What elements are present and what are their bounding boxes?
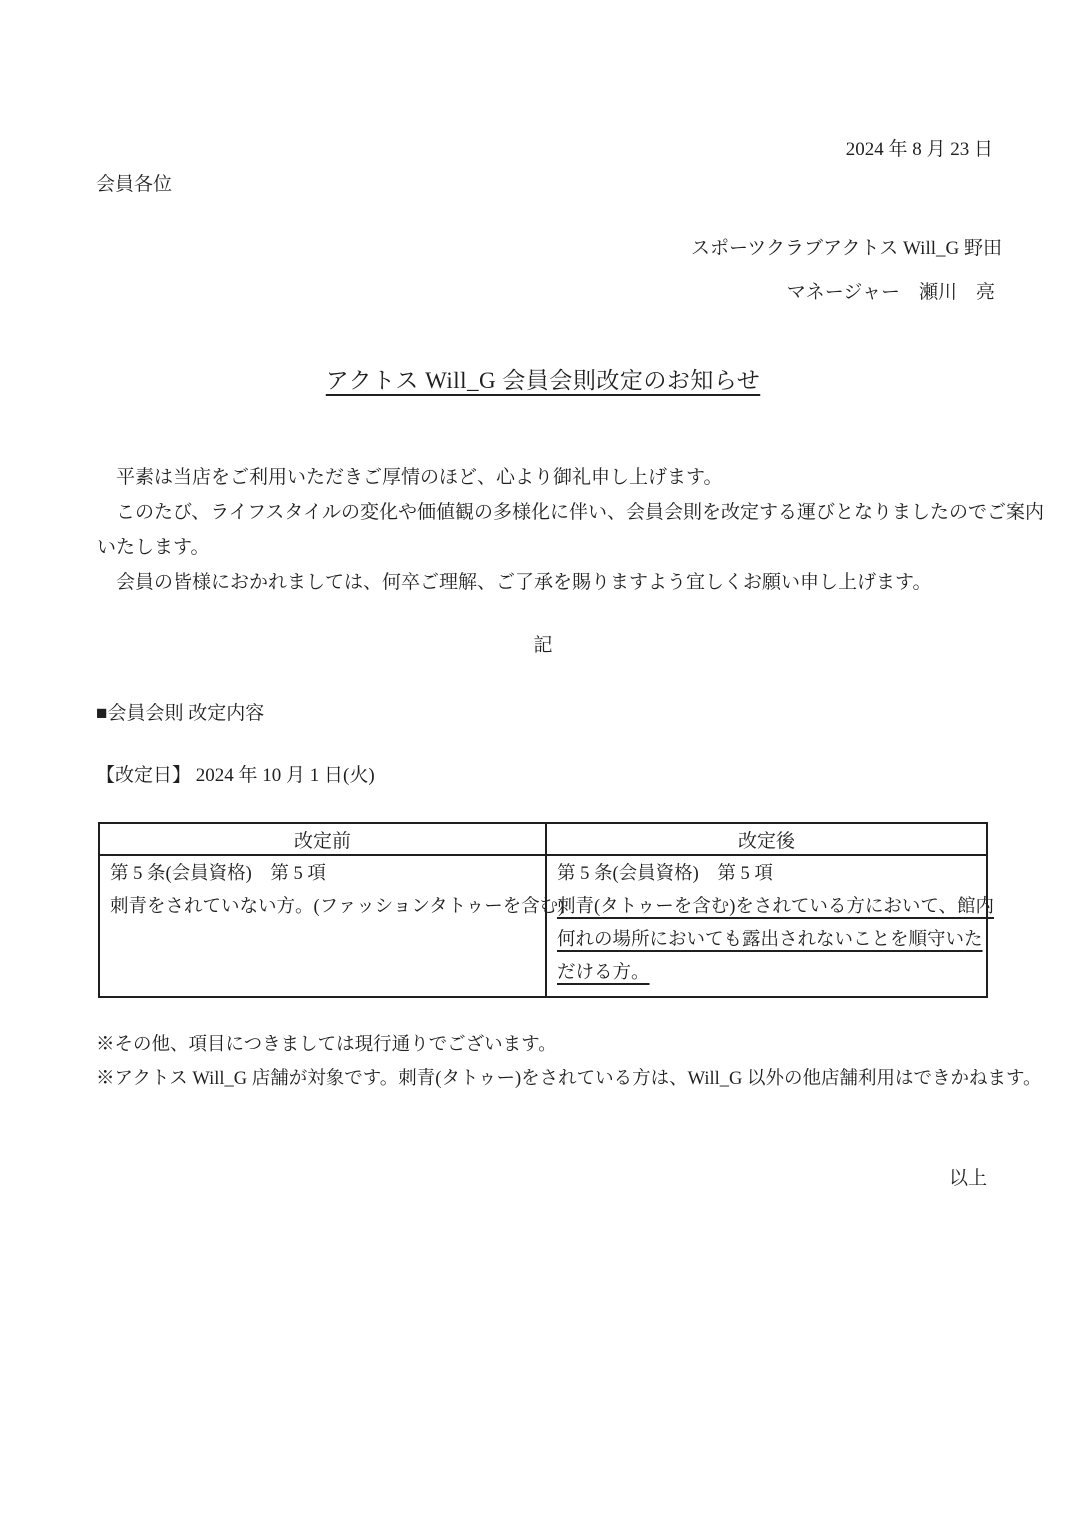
- body-line: いたします。: [97, 537, 210, 558]
- sender-organization: スポーツクラブアクトス Will_G 野田: [690, 238, 1002, 259]
- record-marker: 記: [533, 635, 553, 656]
- after-cell-underlined-line: 何れの場所においても露出されないことを順守いた: [557, 930, 983, 950]
- after-cell: [546, 855, 994, 997]
- before-cell: [99, 855, 565, 997]
- document-title: [0, 362, 1086, 395]
- after-cell-line: 第 5 条(会員資格) 第 5 項: [557, 864, 773, 884]
- document-date: 2024 年 8 月 23 日: [845, 139, 993, 160]
- section-heading: ■会員会則 改定内容: [96, 703, 265, 724]
- document-title-text: アクトス Will_G 会員会則改定のお知らせ: [325, 368, 761, 393]
- header-after: 改定後: [546, 823, 987, 855]
- before-cell-line: 刺青をされていない方。(ファッションタトゥーを含む): [110, 897, 565, 917]
- after-cell-underlined-line: だける方。: [557, 963, 650, 983]
- table-header-row: [99, 823, 987, 855]
- body-paragraphs: [97, 460, 1044, 600]
- body-line: 会員の皆様におかれましては、何卒ご理解、ご了承を賜りますよう宜しくお願い申し上げます。: [97, 572, 932, 593]
- note-line: ※その他、項目につきましては現行通りでございます。: [96, 1035, 557, 1055]
- table-body-row: [99, 855, 987, 997]
- revision-date-line: 【改定日】 2024 年 10 月 1 日(火): [96, 765, 375, 786]
- before-cell-line: 第 5 条(会員資格) 第 5 項: [110, 864, 326, 884]
- body-line: このたび、ライフスタイルの変化や価値観の多様化に伴い、会員会則を改定する運びとなりましたのでご案内: [97, 502, 1044, 523]
- recipient-line: 会員各位: [96, 174, 173, 195]
- body-line: 平素は当店をご利用いただきご厚情のほど、心より御礼申し上げます。: [97, 467, 723, 488]
- revision-comparison-table: [98, 822, 994, 998]
- notes: [96, 1028, 1042, 1096]
- after-cell-underlined-line: 刺青(タトゥーを含む)をされている方において、館内: [557, 897, 994, 917]
- header-before: 改定前: [99, 823, 546, 855]
- closing-marker: 以上: [948, 1168, 987, 1189]
- sender-manager: マネージャー 瀬川 亮: [786, 282, 995, 303]
- note-line: ※アクトス Will_G 店舗が対象です。刺青(タトゥー)をされている方は、Will_G 以外の他店舗利用はできかねます。: [96, 1069, 1042, 1089]
